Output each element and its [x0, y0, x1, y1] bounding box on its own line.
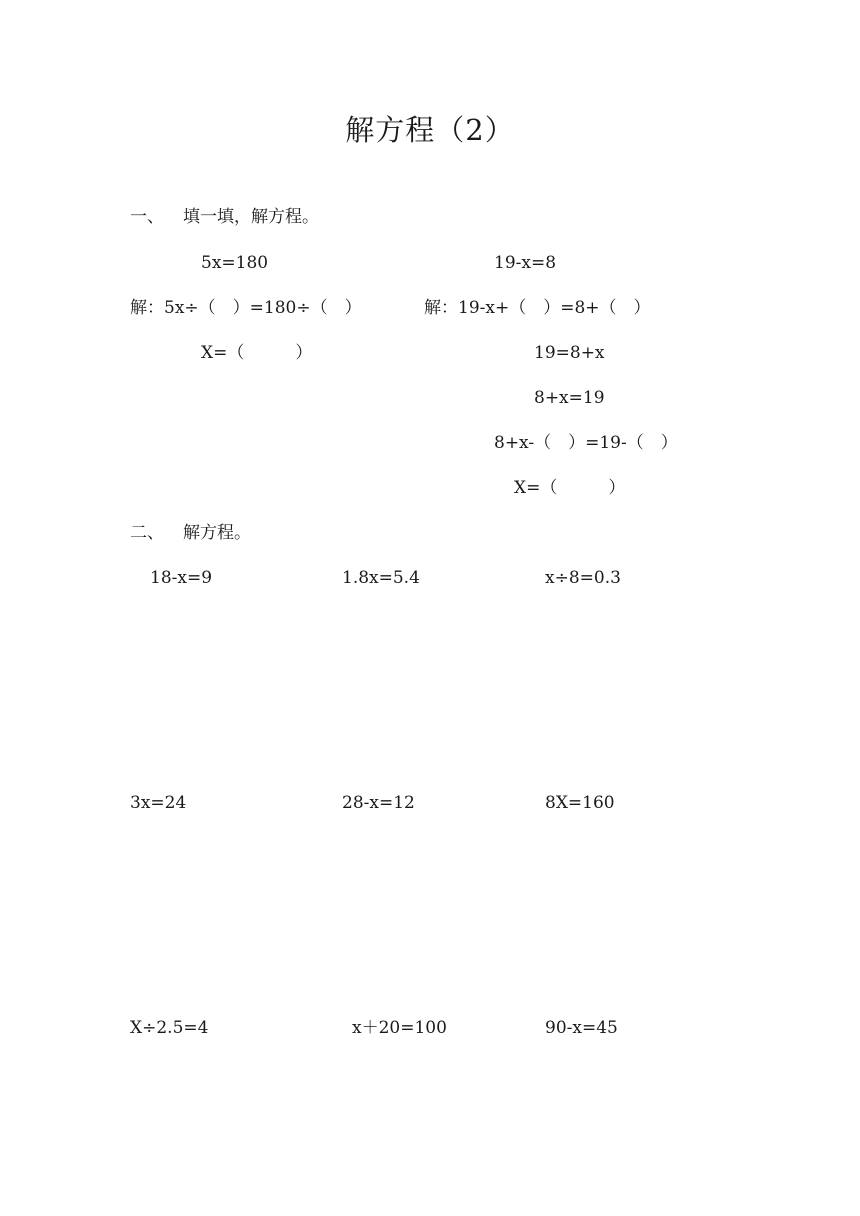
section2-number: 二、 — [130, 523, 164, 543]
page-title: 解方程（2） — [345, 113, 515, 147]
problem-equation: 28-x=12 — [342, 793, 415, 813]
right-solution-result: X=（ ） — [514, 478, 626, 498]
right-solution-step2: 19=8+x — [534, 343, 605, 363]
problem-equation: x÷8=0.3 — [545, 568, 621, 588]
section1-number: 一、 — [130, 207, 164, 227]
problem-equation: 8X=160 — [545, 793, 615, 813]
equation-19-x-8: 19-x=8 — [494, 253, 557, 273]
problem-equation: x＋20=100 — [352, 1018, 447, 1038]
right-solution-step3: 8+x=19 — [534, 388, 605, 408]
equation-5x-180: 5x=180 — [201, 253, 269, 273]
problem-equation: 18-x=9 — [150, 568, 213, 588]
problem-equation: 90-x=45 — [545, 1018, 618, 1038]
right-solution-step4: 8+x-（ ）=19-（ ） — [494, 433, 678, 453]
section1-heading: 填一填，解方程。 — [183, 207, 319, 227]
problem-equation: 1.8x=5.4 — [342, 568, 420, 588]
right-solution-step1: 解：19-x+（ ）=8+（ ） — [424, 298, 651, 318]
section2-heading: 解方程。 — [183, 523, 251, 543]
left-solution-result: X=（ ） — [201, 343, 313, 363]
problem-equation: 3x=24 — [130, 793, 187, 813]
left-solution-step1: 解：5x÷（ ）=180÷（ ） — [130, 298, 362, 318]
problem-equation: X÷2.5=4 — [130, 1018, 209, 1038]
